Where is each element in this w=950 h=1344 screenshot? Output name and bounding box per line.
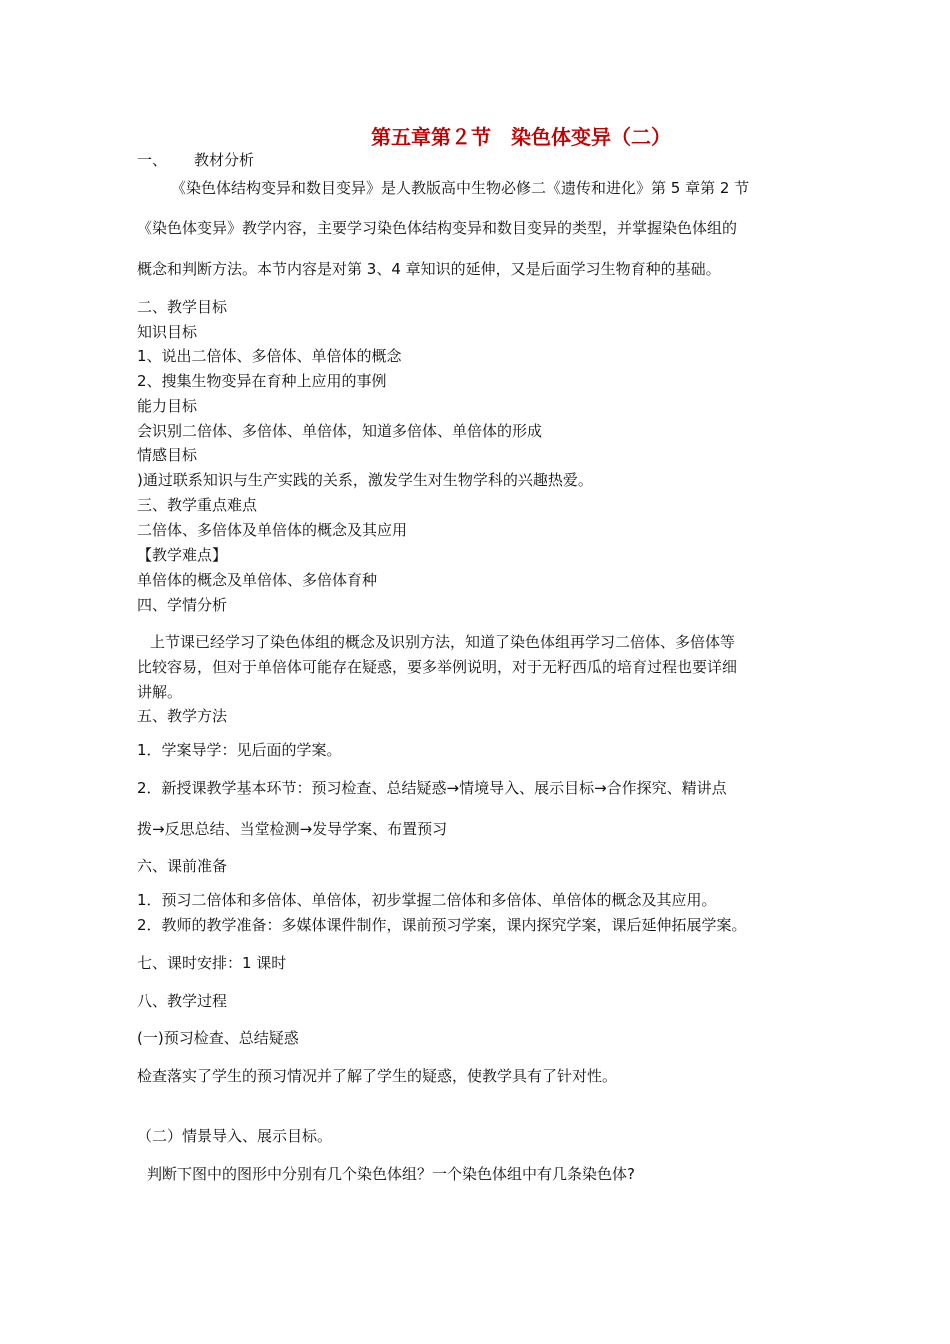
section-3-heading: 三、教学重点难点 [137, 496, 258, 514]
method-item-1: 1．学案导学：见后面的学案。 [137, 741, 342, 759]
step-1-paragraph: 检查落实了学生的预习情况并了解了学生的疑惑，使教学具有了针对性。 [137, 1067, 618, 1085]
ability-goal-label: 能力目标 [137, 397, 198, 415]
document-title: 第五章第２节 染色体变异（二） [371, 125, 671, 149]
step-2-paragraph: 判断下图中的图形中分别有几个染色体组？一个染色体组中有几条染色体? [147, 1165, 635, 1183]
section-4-paragraph-line-3: 讲解。 [137, 683, 183, 701]
knowledge-goal-label: 知识目标 [137, 323, 198, 341]
section-1-heading: 教材分析 [194, 151, 255, 169]
step-2-heading: （二）情景导入、展示目标。 [137, 1127, 333, 1145]
method-item-2-line-2: 拨→反思总结、当堂检测→发导学案、布置预习 [137, 820, 448, 838]
section-4-paragraph-line-2: 比较容易，但对于单倍体可能存在疑惑，要多举例说明，对于无籽西瓜的培育过程也要详细 [137, 658, 738, 676]
section-1-paragraph-line-1: 《染色体结构变异和数目变异》是人教版高中生物必修二《遗传和进化》第 5 章第 2 节 [171, 179, 750, 197]
emotion-goal-item: )通过联系知识与生产实践的关系，激发学生对生物学科的兴趣热爱。 [137, 471, 593, 489]
preparation-item-2: 2．教师的教学准备：多媒体课件制作，课前预习学案，课内探究学案，课后延伸拓展学案。 [137, 916, 747, 934]
method-item-2-line-1: 2．新授课教学基本环节：预习检查、总结疑惑→情境导入、展示目标→合作探究、精讲点 [137, 779, 727, 797]
knowledge-goal-item-1: 1、说出二倍体、多倍体、单倍体的概念 [137, 347, 402, 365]
ability-goal-item: 会识别二倍体、多倍体、单倍体，知道多倍体、单倍体的形成 [137, 422, 543, 440]
section-7-heading: 七、课时安排：1 课时 [137, 954, 287, 972]
section-4-heading: 四、学情分析 [137, 596, 228, 614]
preparation-item-1: 1．预习二倍体和多倍体、单倍体，初步掌握二倍体和多倍体、单倍体的概念及其应用。 [137, 891, 717, 909]
section-2-heading: 二、教学目标 [137, 298, 228, 316]
section-1-number: 一、 [137, 151, 168, 169]
section-4-paragraph-line-1: 上节课已经学习了染色体组的概念及识别方法，知道了染色体组再学习二倍体、多倍体等 [150, 633, 736, 651]
knowledge-goal-item-2: 2、搜集生物变异在育种上应用的事例 [137, 372, 387, 390]
section-1-paragraph-line-3: 概念和判断方法。本节内容是对第 3、4 章知识的延伸，又是后面学习生物育种的基础。 [137, 260, 721, 278]
emotion-goal-label: 情感目标 [137, 446, 198, 464]
key-point-item: 二倍体、多倍体及单倍体的概念及其应用 [137, 521, 408, 539]
section-1-paragraph-line-2: 《染色体变异》教学内容，主要学习染色体结构变异和数目变异的类型，并掌握染色体组的 [137, 219, 738, 237]
section-8-heading: 八、教学过程 [137, 992, 228, 1010]
step-1-heading: (一)预习检查、总结疑惑 [137, 1029, 299, 1047]
section-5-heading: 五、教学方法 [137, 707, 228, 725]
difficulty-label: 【教学难点】 [137, 546, 228, 564]
difficulty-item: 单倍体的概念及单倍体、多倍体育种 [137, 571, 378, 589]
section-6-heading: 六、课前准备 [137, 857, 228, 875]
